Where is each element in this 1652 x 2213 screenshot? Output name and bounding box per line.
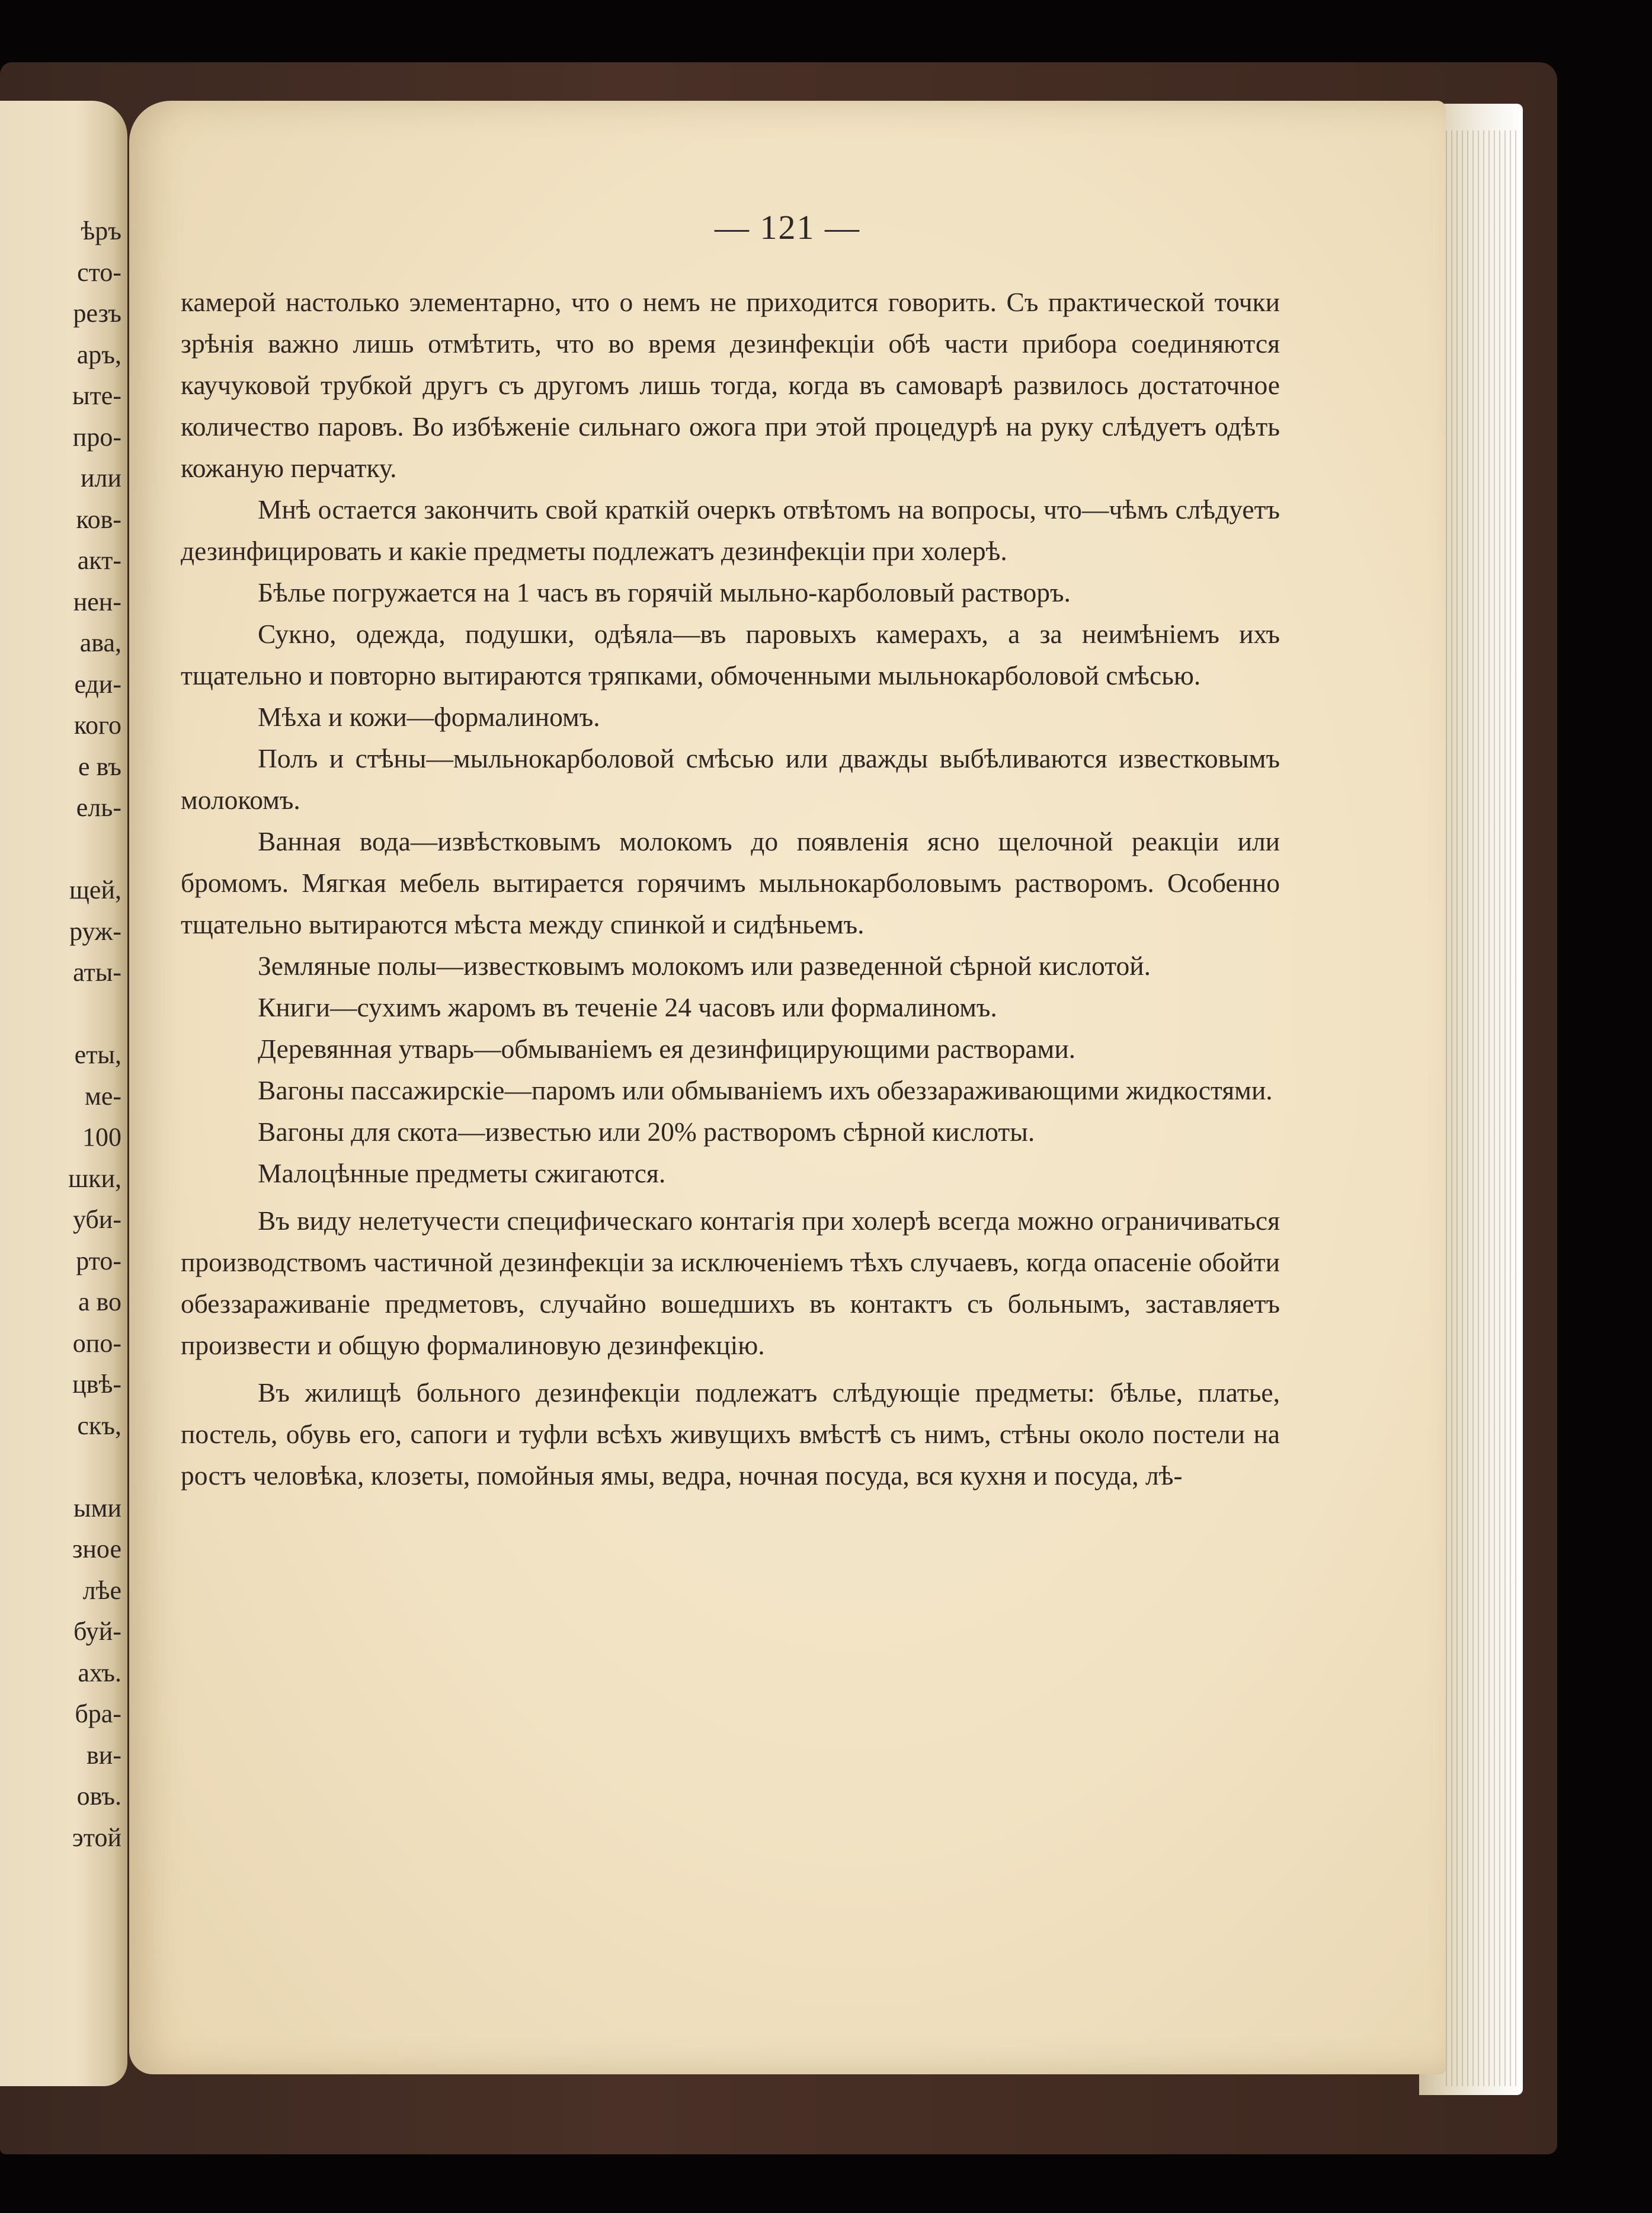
page-number: — 121 — [715, 208, 860, 247]
paragraph: Полъ и стѣны—мыльнокарболовой смѣсью или дважды выбѣливаются известковымъ молокомъ. [181, 743, 1280, 815]
left-page-line-fragment: ыте- [72, 381, 121, 410]
paragraph: Въ виду нелетучести специфическаго контагія при холерѣ всегда можно ограничиваться производствомъ частичной дезинфекціи за исключеніемъ тѣхъ случаевъ, когда опасеніе обойти обеззараживаніе предметовъ, случайно вошедшихъ въ контактъ съ больнымъ, заставляетъ произвести и общую формалиновую дезинфекцію. [181, 1205, 1280, 1360]
paragraph: Книги—сухимъ жаромъ въ теченіе 24 часовъ или формалиномъ. [258, 992, 997, 1022]
left-page-line-fragment: рто- [76, 1246, 121, 1275]
left-page-line-fragment: аты- [73, 958, 121, 987]
left-page-line-fragment: ков- [76, 504, 121, 534]
left-page-line-fragment: руж- [69, 916, 121, 946]
paragraph: Земляные полы—известковымъ молокомъ или разведенной сѣрной кислотой. [258, 951, 1151, 981]
left-page-line-fragment: еди- [74, 669, 121, 699]
left-page-line-fragment: ахъ. [78, 1658, 121, 1687]
left-page-line-fragment: а во [78, 1287, 121, 1316]
left-page-line-fragment: уби- [72, 1205, 121, 1234]
left-page-line-fragment: про- [72, 422, 121, 452]
left-page-line-fragment: зное [72, 1534, 121, 1563]
left-page-line-fragment: еты, [74, 1040, 121, 1069]
left-page-line-fragment: буй- [73, 1617, 121, 1646]
left-page-line-fragment: ме- [84, 1081, 121, 1111]
page-edge-lines [1446, 130, 1517, 2086]
paragraph: Деревянная утварь—обмываніемъ ея дезинфицирующими растворами. [258, 1034, 1076, 1064]
paragraph: Вагоны пассажирскіе—паромъ или обмываніемъ ихъ обеззараживающими жидкостями. [258, 1075, 1273, 1105]
right-page [129, 101, 1446, 2074]
paragraph: Мнѣ остается закончить свой краткій очеркъ отвѣтомъ на вопросы, что—чѣмъ слѣдуетъ дезинфицировать и какіе предметы подлежатъ дезинфекціи при холерѣ. [181, 494, 1280, 566]
left-page-line-fragment: или [80, 463, 121, 493]
left-page-line-fragment: акт- [77, 546, 121, 575]
paragraph: Ванная вода—извѣстковымъ молокомъ до появленія ясно щелочной реакціи или бромомъ. Мягкая мебель вытирается горячимъ мыльнокарболовымъ растворомъ. Особенно тщательно вытираются мѣста между спинкой и сидѣньемъ. [181, 826, 1280, 939]
paragraph: Малоцѣнные предметы сжигаются. [258, 1158, 666, 1188]
left-page-line-fragment: ѣръ [81, 216, 121, 245]
left-page-line-fragment: этой [72, 1822, 121, 1852]
left-page-line-fragment: нен- [73, 587, 121, 616]
left-page-line-fragment: бра- [75, 1699, 121, 1728]
page-body-text [181, 282, 1280, 1496]
left-page-line-fragment: ыми [73, 1493, 121, 1523]
paragraph: Въ жилищѣ больного дезинфекціи подлежатъ слѣдующіе предметы: бѣлье, платье, постель, обувь его, сапоги и туфли всѣхъ живущихъ вмѣстѣ съ нимъ, стѣны около постели на ростъ человѣка, клозеты, помойныя ямы, ведра, ночная посуда, вся кухня и посуда, лѣ- [181, 1377, 1280, 1491]
paragraph: камерой настолько элементарно, что о немъ не приходится говорить. Съ практической точки зрѣнія важно лишь отмѣтить, что во время дезинфекціи обѣ части прибора соединяются каучуковой трубкой другъ съ другомъ лишь тогда, когда въ самоварѣ развилось достаточное количество паровъ. Во избѣжeніе сильнаго ожога при этой процедурѣ на руку слѣдуетъ одѣть кожаную перчатку. [181, 287, 1280, 483]
left-page-line-fragment: ель- [76, 793, 121, 822]
left-page-line-fragment: цвѣ- [72, 1370, 121, 1399]
left-page-line-fragment: аръ, [76, 340, 121, 369]
paragraph: Мѣха и кожи—формалиномъ. [258, 702, 600, 732]
left-facing-page [0, 101, 127, 2086]
left-page-line-fragment: сто- [77, 257, 121, 287]
paragraph: Сукно, одежда, подушки, одѣяла—въ паровыхъ камерахъ, а за неимѣніемъ ихъ тщательно и повторно вытираются тряпками, обмоченными мыльнокарболовой смѣсью. [181, 619, 1280, 690]
paragraph: Вагоны для скота—известью или 20% растворомъ сѣрной кислоты. [258, 1117, 1035, 1147]
left-page-line-fragment: 100 [82, 1123, 121, 1152]
left-page-line-fragment: резъ [73, 299, 121, 328]
left-page-line-fragment: кого [73, 711, 121, 740]
left-page-line-fragment: лѣе [82, 1575, 121, 1605]
left-page-line-fragment: овъ. [76, 1782, 121, 1811]
left-page-line-fragment: щей, [69, 875, 121, 904]
left-page-line-fragment: шки, [68, 1163, 121, 1193]
left-page-line-fragment: ви- [87, 1740, 121, 1770]
left-page-line-fragment: опо- [72, 1328, 121, 1358]
left-page-line-fragment: ава, [79, 628, 121, 657]
left-page-line-fragment: е въ [78, 751, 121, 781]
paragraph: Бѣлье погружается на 1 часъ въ горячій мыльно-карболовый растворъ. [258, 577, 1071, 607]
left-page-line-fragment: скъ, [77, 1411, 121, 1440]
